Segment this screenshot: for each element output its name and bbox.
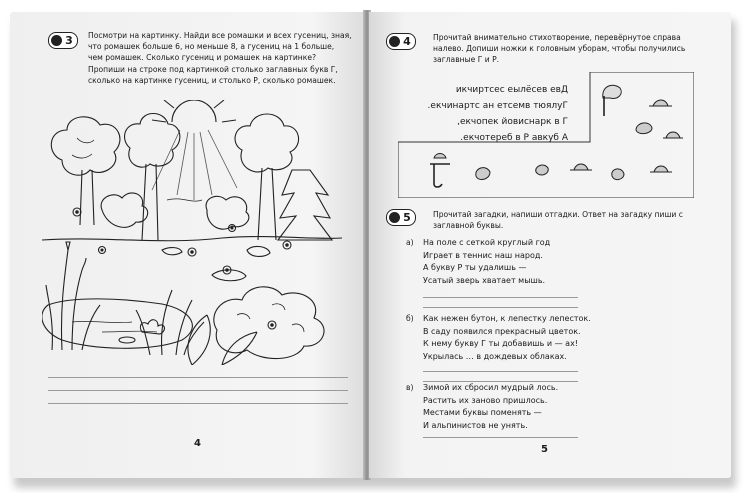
task-3-line: Пропиши на строке под картинкой столько заглавных букв Г,	[88, 64, 338, 74]
riddle-line: К нему букву Г ты добавишь и — ах!	[423, 339, 579, 349]
task-3-badge	[48, 32, 78, 49]
page-number-right: 5	[541, 444, 548, 455]
task-4-number: 4	[403, 35, 411, 48]
page-number-left: 4	[194, 438, 201, 449]
task-3-line: чем ромашек. Сколько гусениц и ромашек на картинке?	[88, 53, 317, 63]
riddle-line: Зимой их сбросил мудрый лось.	[423, 383, 559, 392]
task-4-line: Прочитай внимательно стихотворение, перевёрнутое справа	[433, 33, 681, 42]
riddle-line: Укрылась … в дождевых облаках.	[423, 351, 567, 361]
riddle-line: Растить их заново пришлось.	[423, 395, 548, 405]
bushes-icon	[101, 193, 249, 229]
task-4-badge	[386, 33, 416, 50]
riddle-line: А букву Р ты удалишь —	[423, 263, 527, 273]
answer-line[interactable]	[48, 390, 348, 391]
task-3-line: сколько на картинке гусениц, и столько Р, сколько ромашек.	[88, 75, 336, 85]
mirrored-line: ,екчопек йовиснарк в Г	[457, 117, 568, 127]
riddle-c	[406, 382, 706, 434]
hat-icon	[650, 166, 672, 172]
task-4-line: заглавные Г и Р.	[433, 55, 500, 65]
riddle-b	[406, 313, 706, 365]
hat-icon	[476, 168, 490, 180]
badge-dot-icon	[51, 35, 62, 46]
left-page	[10, 12, 366, 478]
mirrored-line: .екчинартс ан етсемв тюялуГ	[427, 101, 568, 111]
hat-icon	[612, 169, 624, 180]
reeds-icon	[46, 242, 204, 355]
pond-icon	[42, 299, 192, 348]
riddle-label: б)	[406, 314, 414, 323]
task-4-text	[433, 32, 718, 66]
tree-left-icon	[51, 117, 120, 225]
hat-icon	[663, 132, 683, 138]
riddle-line: Местами буквы поменять —	[423, 408, 542, 418]
stones-icon	[162, 246, 270, 280]
answer-line[interactable]	[48, 377, 348, 378]
mirrored-line: икчиртсес еылёсев евД	[455, 85, 568, 95]
hat-g-example-icon	[430, 154, 450, 188]
task-3-line: Посмотри на картинку. Найди все ромашки и всех гусениц, зная,	[88, 31, 352, 40]
riddle-line: Играет в теннис наш народ.	[423, 250, 543, 260]
riddle-line: И альпинистов не унять.	[423, 420, 528, 430]
task-3-line: что ромашек больше 6, но меньше 8, а гусениц на 1 больше,	[88, 42, 335, 52]
hat-icon	[649, 100, 672, 106]
badge-dot-icon	[389, 36, 400, 47]
task-3-text	[88, 30, 358, 86]
answer-line[interactable]	[423, 297, 578, 298]
task-5-number: 5	[403, 211, 411, 224]
task-5-badge	[386, 209, 416, 226]
task-4-frame	[398, 72, 694, 198]
riddle-line: Усатый зверь хватает мышь.	[423, 275, 546, 285]
badge-dot-icon	[389, 212, 400, 223]
answer-line[interactable]	[48, 403, 348, 404]
meadow-illustration	[42, 100, 342, 365]
tree-tall-icon	[125, 114, 180, 241]
riddle-a	[406, 237, 706, 289]
leaf-plant-icon	[188, 315, 257, 365]
task-5-line: заглавной буквы.	[433, 221, 504, 231]
hat-p-example-icon	[603, 85, 621, 116]
hat-icon	[570, 164, 592, 170]
task-5-line: Прочитай загадки, напиши отгадки. Ответ на загадку пиши с	[433, 210, 683, 219]
mirrored-line: .екчотереб в Р авкуб А	[460, 133, 568, 143]
riddle-label: в)	[406, 383, 414, 392]
hat-icon	[636, 123, 652, 134]
hats-area	[398, 72, 694, 198]
answer-line[interactable]	[423, 371, 578, 372]
riddle-line: В саду появился прекрасный цветок.	[423, 326, 581, 336]
task-5-text	[433, 209, 718, 231]
riddle-line: На поле с сеткой круглый год	[423, 238, 551, 247]
riddle-label: а)	[406, 238, 414, 247]
task-4-line: налево. Допиши ножки к головным уборам, чтобы получились	[433, 44, 686, 54]
right-page	[369, 12, 731, 478]
tree-right-icon	[235, 114, 332, 240]
hat-icon	[536, 165, 549, 175]
riddle-line: Как нежен бутон, к лепестку лепесток.	[423, 314, 591, 323]
sun-icon	[152, 100, 237, 200]
answer-line[interactable]	[423, 437, 578, 438]
answer-line[interactable]	[423, 307, 578, 308]
task-3-number: 3	[65, 34, 73, 47]
